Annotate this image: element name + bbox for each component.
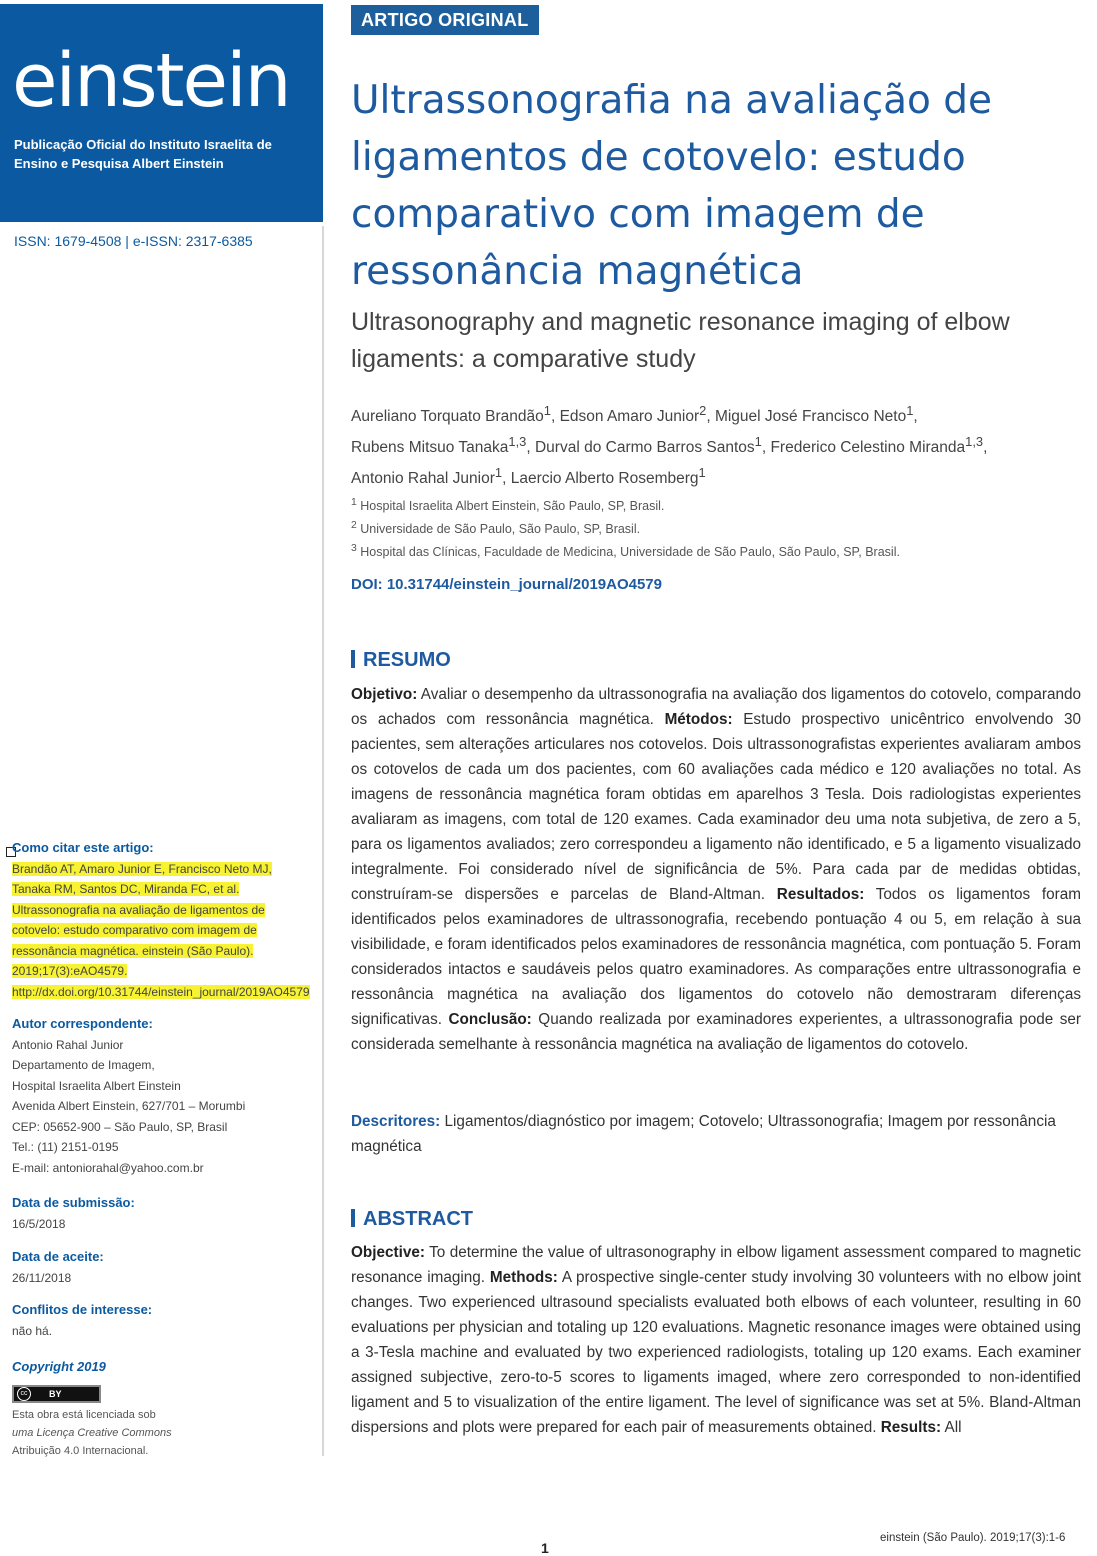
license-line: Atribuição 4.0 Internacional.	[12, 1445, 149, 1457]
conclusao-label: Conclusão:	[448, 1011, 532, 1028]
resultados-label: Resultados:	[776, 886, 865, 903]
author-sep: ,	[526, 439, 535, 457]
affiliation-text: Hospital Israelita Albert Einstein, São Paulo, SP, Brasil.	[360, 499, 665, 514]
copyright-heading: Copyright 2019	[12, 1359, 106, 1374]
methods-text: A prospective single-center study involving 30 volunteers with no elbow joint changes. Two experienced ultrasound specialists evaluated both elbows of each volunteer, resulting in 60 evaluations per physician and totaling up 120 evaluations. Magnetic resonance images were obtained using a 3-Tesla machine and evaluated by two experienced radiologists, totaling up 120 exams. Each examiner assigned subjective, zero-to-5 scores to ligaments imaged, where zero corresponded to non-identified ligament and 5 to visualization of the entire ligament. The level of significance was set at 5%. Bland-Altman dispersions and plots were prepared for each pair of measurements obtained.	[351, 1269, 1081, 1436]
author-aff: 1,3	[965, 434, 984, 450]
resumo-body	[351, 682, 1081, 1057]
submission-date: 16/5/2018	[12, 1216, 66, 1231]
abstract-body	[351, 1240, 1081, 1465]
journal-brand-block	[0, 4, 323, 222]
author-aff: 1	[494, 465, 503, 481]
author-line: Avenida Albert Einstein, 627/701 – Morumbi	[12, 1099, 246, 1113]
descritores-label: Descritores:	[351, 1113, 441, 1130]
heading-bar	[351, 1209, 355, 1227]
affiliation-item	[351, 539, 1071, 562]
affiliation-item	[351, 516, 1071, 539]
column-divider	[322, 226, 324, 1456]
license-text	[12, 1406, 232, 1460]
author-name: Durval do Carmo Barros Santos	[534, 439, 755, 457]
results-label: Results:	[880, 1419, 942, 1436]
metodos-text: Estudo prospectivo unicêntrico envolvendo 30 pacientes, sem alterações articulares nos cotovelos. Dois ultrassonografistas experientes avaliaram ambos os cotovelos de cada um dos pacientes, com 60 avaliações cada médico e 120 avaliações no total. As imagens de ressonância magnética foram obtidas em aparelhos 3 Tesla. Dois radiologistas experientes avaliaram as imagens, com total de 120 exames. Cada examinador deu uma nota subjetiva, de zero a 5, para os ligamentos avaliados; zero correspondeu a ligamento não identificado, e 5 a ligamento visualizado integralmente. Foi considerado nível de significância de 5%. Para cada par de medidas obtidas, construíram-se dispersões e parcelas de Bland-Altman.	[351, 711, 1081, 903]
cite-block	[12, 838, 310, 1002]
cc-by-label: BY	[49, 1389, 62, 1399]
affiliation-text: Hospital das Clínicas, Faculdade de Medicina, Universidade de São Paulo, São Paulo, SP, Brasil.	[360, 545, 900, 560]
license-line[interactable]: uma Licença Creative Commons	[12, 1427, 172, 1439]
journal-logo: einstein	[12, 38, 290, 124]
abstract-heading	[351, 1208, 473, 1231]
conflicts-block	[12, 1300, 307, 1341]
copyright-block	[12, 1357, 307, 1378]
article-title-en: Ultrasonography and magnetic resonance imaging of elbow ligaments: a comparative study	[351, 308, 1010, 373]
resultados-text: Todos os ligamentos foram identificados pelos examinadores de ultrassonografia, recebendo pontuação 4 ou 5, em relação à sua visibilidade, e foram identificados pelos examinadores de ressonância magnética, com pontuação 5. Foram considerados intactos e saudáveis pelos quatro examinadores. As comparações entre ultrassonografia e ressonância magnética na avaliação dos ligamentos do cotovelo não demostraram diferenças significativas.	[351, 886, 1081, 1028]
author-aff: 1	[906, 403, 914, 418]
results-text: All	[944, 1419, 962, 1436]
acceptance-heading: Data de aceite:	[12, 1249, 104, 1264]
acceptance-date: 26/11/2018	[12, 1270, 72, 1285]
affiliation-num: 1	[351, 497, 357, 508]
metodos-label: Métodos:	[664, 711, 733, 728]
objective-label: Objective:	[351, 1244, 425, 1261]
article-title-pt: Ultrassonografia na avaliação de ligamentos de cotovelo: estudo comparativo com imagem de ressonância magnética	[351, 78, 993, 294]
submission-heading: Data de submissão:	[12, 1195, 135, 1210]
affiliation-list	[351, 493, 1071, 562]
author-aff: 1,3	[508, 434, 527, 450]
author-name: Antonio Rahal Junior	[351, 470, 495, 488]
conflicts-text: não há.	[12, 1323, 53, 1338]
author-line: Antonio Rahal Junior	[12, 1037, 124, 1052]
author-name: Aureliano Torquato Brandão	[351, 408, 544, 426]
page-number: 1	[541, 1540, 549, 1556]
author-sep: ,	[502, 470, 511, 488]
affiliation-num: 3	[351, 543, 357, 555]
author-email[interactable]: E-mail: antoniorahal@yahoo.com.br	[12, 1160, 204, 1175]
author-aff: 1	[543, 403, 551, 418]
descritores-block	[351, 1109, 1081, 1159]
author-name: Miguel José Francisco Neto	[714, 408, 907, 426]
article-type-tag: ARTIGO ORIGINAL	[351, 5, 539, 35]
license-line: Esta obra está licenciada sob	[12, 1409, 156, 1421]
journal-reference-footer: einstein (São Paulo). 2019;17(3):1-6	[880, 1532, 1066, 1544]
affiliation-item	[351, 493, 1071, 516]
author-name: Frederico Celestino Miranda	[770, 439, 966, 457]
objetivo-label: Objetivo:	[351, 686, 418, 703]
submission-block	[12, 1193, 307, 1234]
resumo-heading	[351, 649, 451, 672]
conclusao-text: Quando realizada por examinadores experientes, a ultrassonografia pode ser considerada semelhante à ressonância magnética na avaliação de ligamentos do cotovelo.	[351, 1011, 1082, 1053]
author-line: Hospital Israelita Albert Einstein	[12, 1078, 181, 1093]
author-line: Tel.: (11) 2151-0195	[12, 1140, 119, 1154]
heading-bar	[351, 650, 355, 668]
objective-text: To determine the value of ultrasonography in elbow ligament assessment compared to magnetic resonance imaging.	[351, 1244, 1081, 1286]
cite-text-highlighted[interactable]: Brandão AT, Amaro Junior E, Francisco Neto MJ, Tanaka RM, Santos DC, Miranda FC, et al. Ultrassonografia na avaliação de ligamentos de cotovelo: estudo comparativo com imagem de ressonância magnética. einstein (São Paulo). 2019;17(3):eAO4579. http://dx.doi.org/10.31744/einstein_journal/2019AO4579	[12, 861, 310, 999]
author-name: Rubens Mitsuo Tanaka	[351, 439, 509, 457]
author-aff: 2	[699, 403, 707, 418]
cite-text	[12, 859, 310, 1003]
author-list	[351, 398, 1071, 491]
journal-subtitle: Publicação Oficial do Instituto Israelita de Ensino e Pesquisa Albert Einstein	[14, 137, 272, 171]
author-sep: ,	[550, 408, 560, 426]
author-sep: ,	[913, 408, 918, 426]
cc-license-badge[interactable]	[12, 1385, 101, 1403]
objetivo-text: Avaliar o desempenho da ultrassonografia na avaliação dos ligamentos do cotovelo, comparando os achados com ressonância magnética.	[351, 686, 1081, 728]
author-name: Laercio Alberto Rosemberg	[510, 470, 699, 488]
conflicts-heading: Conflitos de interesse:	[12, 1302, 153, 1317]
author-name: Edson Amaro Junior	[559, 408, 700, 426]
author-sep: ,	[983, 439, 988, 457]
issn-line: ISSN: 1679-4508 | e-ISSN: 2317-6385	[14, 233, 253, 249]
cc-icon: cc	[17, 1387, 31, 1401]
descritores-text: Ligamentos/diagnóstico por imagem; Cotovelo; Ultrassonografia; Imagem por ressonância magnética	[351, 1113, 1056, 1155]
doi-link[interactable]: DOI: 10.31744/einstein_journal/2019AO4579	[351, 576, 662, 593]
methods-label: Methods:	[489, 1269, 558, 1286]
abstract-heading-text: ABSTRACT	[363, 1208, 473, 1230]
author-aff: 1	[754, 434, 762, 450]
cite-heading: Como citar este artigo:	[12, 840, 154, 855]
author-sep: ,	[706, 408, 715, 426]
affiliation-text: Universidade de São Paulo, São Paulo, SP, Brasil.	[360, 522, 641, 537]
corresponding-author-block	[12, 1014, 307, 1178]
author-line: CEP: 05652-900 – São Paulo, SP, Brasil	[12, 1119, 228, 1134]
author-sep: ,	[761, 439, 771, 457]
author-heading: Autor correspondente:	[12, 1016, 153, 1031]
acceptance-block	[12, 1247, 307, 1288]
resumo-heading-text: RESUMO	[363, 649, 451, 671]
author-line: Departamento de Imagem,	[12, 1058, 155, 1072]
affiliation-num: 2	[351, 520, 357, 532]
author-aff: 1	[698, 465, 706, 481]
